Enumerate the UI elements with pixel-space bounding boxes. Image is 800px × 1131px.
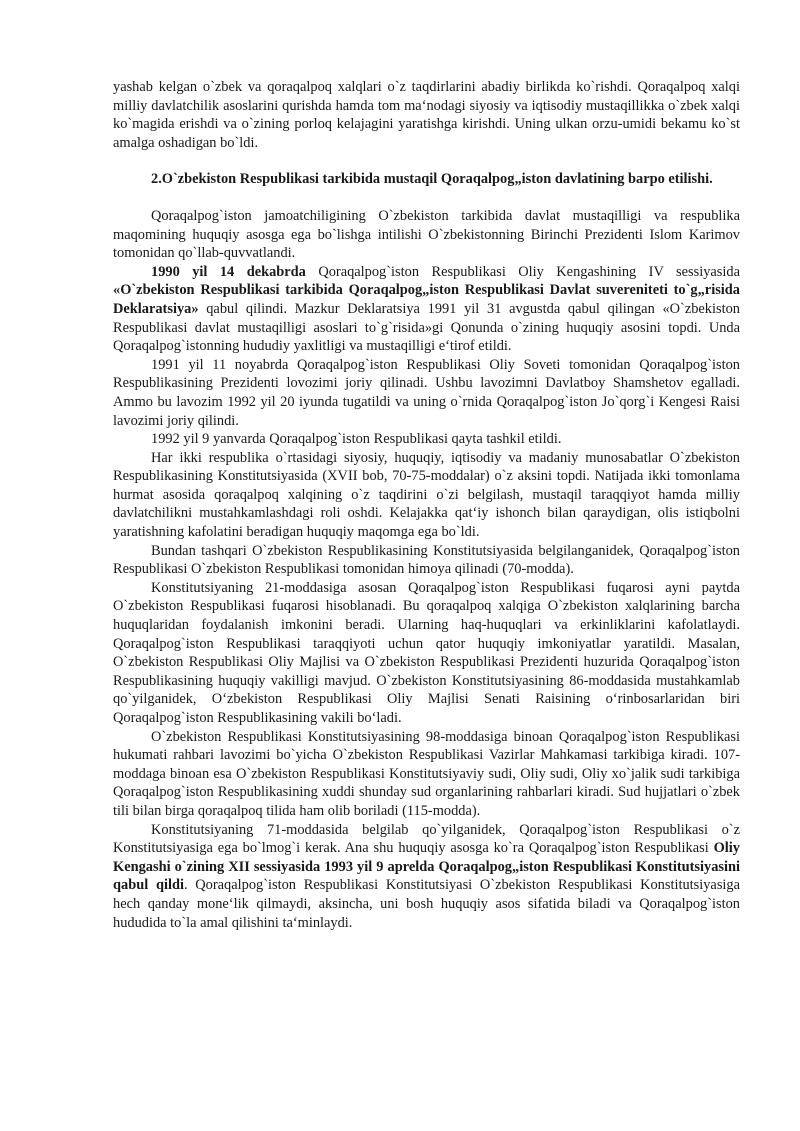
declaration-text-2: qabul qilindi. Mazkur Deklaratsiya 1991 yil 31 avgustda qabul qilingan «O`zbekiston Respublikasi davlat mustaqilligi asoslari to`g`risida»gi Qonunda o`zining huquqiy asosini topdi. Unda Qoraqalpog`istonning hududiy yaxlitligi va mustaqilligi e‘tirof etildi. — [113, 300, 740, 355]
document-page — [113, 78, 740, 932]
paragraph-intro-continuation: yashab kelgan o`zbek va qoraqalpoq xalqlari o`z taqdirlarini abadiy birlikda ko`rishdi. Qoraqalpoq xalqi milliy davlatchilik asoslarini qurishda hamda tom ma‘nodagi siyosiy va iqtisodiy mustaqillikka o`zbek xalqi ko`magida erishdi va o`zining porloq kelajagini yaratishga kirishdi. Uning ulkan orzu-umidi bekamu ko`st amalga oshadigan bo`ldi. — [113, 79, 740, 151]
paragraph-support: Qoraqalpog`iston jamoatchiligining O`zbekiston tarkibida davlat mustaqilligi va respublika maqomining huquqiy asosga ega bo`lishga intilishi O`zbekistonning Birinchi Prezidenti Islom Karimov tomonidan qo`llab-quvvatlandi. — [113, 207, 740, 262]
paragraph-constitution — [113, 821, 740, 933]
paragraph-reestablished: 1992 yil 9 yanvarda Qoraqalpog`iston Respublikasi qayta tashkil etildi. — [151, 431, 562, 448]
paragraph-president-post: 1991 yil 11 noyabrda Qoraqalpog`iston Respublikasi Oliy Soveti tomonidan Qoraqalpog`iston Respublikasining Prezidenti lovozimi joriy qilinadi. Ushbu lavozimni Davlatboy Shamshetov egalladi. Ammo bu lavozim 1992 yil 20 iyunda tugatildi va uning o`rnida Qoraqalpog`iston Jo`qorg`i Kengesi Raisi lavozimi joriy qilindi. — [113, 356, 740, 429]
paragraph-relations: Har ikki respublika o`rtasidagi siyosiy, huquqiy, iqtisodiy va madaniy munosabatlar O`zbekiston Respublikasining Konstitutsiyasida (XVII bob, 70-75-moddalar) o`z aksini topdi. Natijada ikki tomonlama hurmat asosida qoraqalpoq xalqining o`z taqdirini o`zi belgilash, mustaqil taraqqiyot hamda milliy davlatchilikni mustahkamlashdagi roli oshdi. Kelajakka qat‘iy ishonch bilan qaraydigan, olis istiqbolni yaratishning kafolatini beradigan huquqiy maqomga ega bo`ldi. — [113, 449, 740, 541]
paragraph-government: O`zbekiston Respublikasi Konstitutsiyasining 98-moddasiga binoan Qoraqalpog`iston Respublikasi hukumati rahbari lavozimi bo`yicha O`zbekiston Respublikasi Vazirlar Mahkamasi tarkibiga kiradi. 107-moddaga binoan esa O`zbekiston Respublikasi Konstitutsiyaviy sudi, Oliy sudi, Oliy xo`jalik sudi tarkibiga Qoraqalpog`iston Respublikasining xuddi shunday sud organlarining rahbarlari kiradi. Sud hujjatlari o`zbek tili bilan birga qoraqalpoq tilida ham olib boriladi (115-modda). — [113, 728, 740, 819]
constitution-text-1: Konstitutsiyaning 71-moddasida belgilab qo`yilganidek, Qoraqalpog`iston Respublikasi o`z Konstitutsiyasiga ega bo`lmog`i kerak. Ana shu huquqiy asosga ko`ra Qoraqalpog`iston Respublikasi — [113, 821, 740, 857]
declaration-text-1: Qoraqalpog`iston Respublikasi Oliy Kengashining IV sessiyasida — [305, 263, 740, 280]
declaration-date: 1990 yil 14 dekabrda — [151, 263, 306, 280]
declaration-title: «O`zbekiston Respublikasi tarkibida Qoraqalpog„iston Respublikasi Davlat suvereniteti to`g„risida Deklaratsiya» — [113, 282, 740, 317]
constitution-text-2: . Qoraqalpog`iston Respublikasi Konstitutsiyasi O`zbekiston Respublikasi Konstitutsiyasiga hech qanday mone‘lik qilmaydi, aksincha, uni bosh huquqiy asos sifatida biladi va Qoraqalpog`iston hududida to`la amal qilishini ta‘minlaydi. — [113, 877, 741, 931]
constitution-adoption: Oliy Kengashi o`zining XII sessiyasida 1993 yil 9 aprelda Qoraqalpog„iston Respublikasi Konstitutsiyasini qabul qildi — [113, 840, 740, 894]
paragraph-protection: Bundan tashqari O`zbekiston Respublikasining Konstitutsiyasida belgilanganidek, Qoraqalpog`iston Respublikasi O`zbekiston Respublikasi tomonidan himoya qilinadi (70-modda). — [113, 542, 740, 578]
paragraph-declaration — [113, 263, 740, 356]
section-heading: 2.O`zbekiston Respublikasi tarkibida mustaqil Qoraqalpog„iston davlatining barpo etilishi. — [151, 171, 713, 188]
paragraph-citizenship: Konstitutsiyaning 21-moddasiga asosan Qoraqalpog`iston Respublikasi fuqarosi ayni paytda O`zbekiston Respublikasi fuqarosi hisoblanadi. Bu qoraqalpoq xalqiga O`zbekiston xalqlarining barcha huquqlaridan foydalanish imkonini beradi. Ularning haq-huquqlari va erkinliklarini kafolatlaydi. Qoraqalpog`iston Respublikasi taraqqiyoti uchun qator huquqiy imkoniyatlar yaratildi. Masalan, O`zbekiston Respublikasi Oliy Majlisi va O`zbekiston Respublikasi Prezidenti huzurida Qoraqalpog`iston Respublikasining huquqiy vakilligi mavjud. O`zbekiston Konstitutsiyasining 86-moddasida mustahkamlab qo`yilganidek, O‘zbekiston Respublikasi Oliy Majlisi Senati Raisining o‘rinbosarlaridan biri Qoraqalpog`iston Respublikasining vakili bo‘ladi. — [113, 579, 740, 726]
